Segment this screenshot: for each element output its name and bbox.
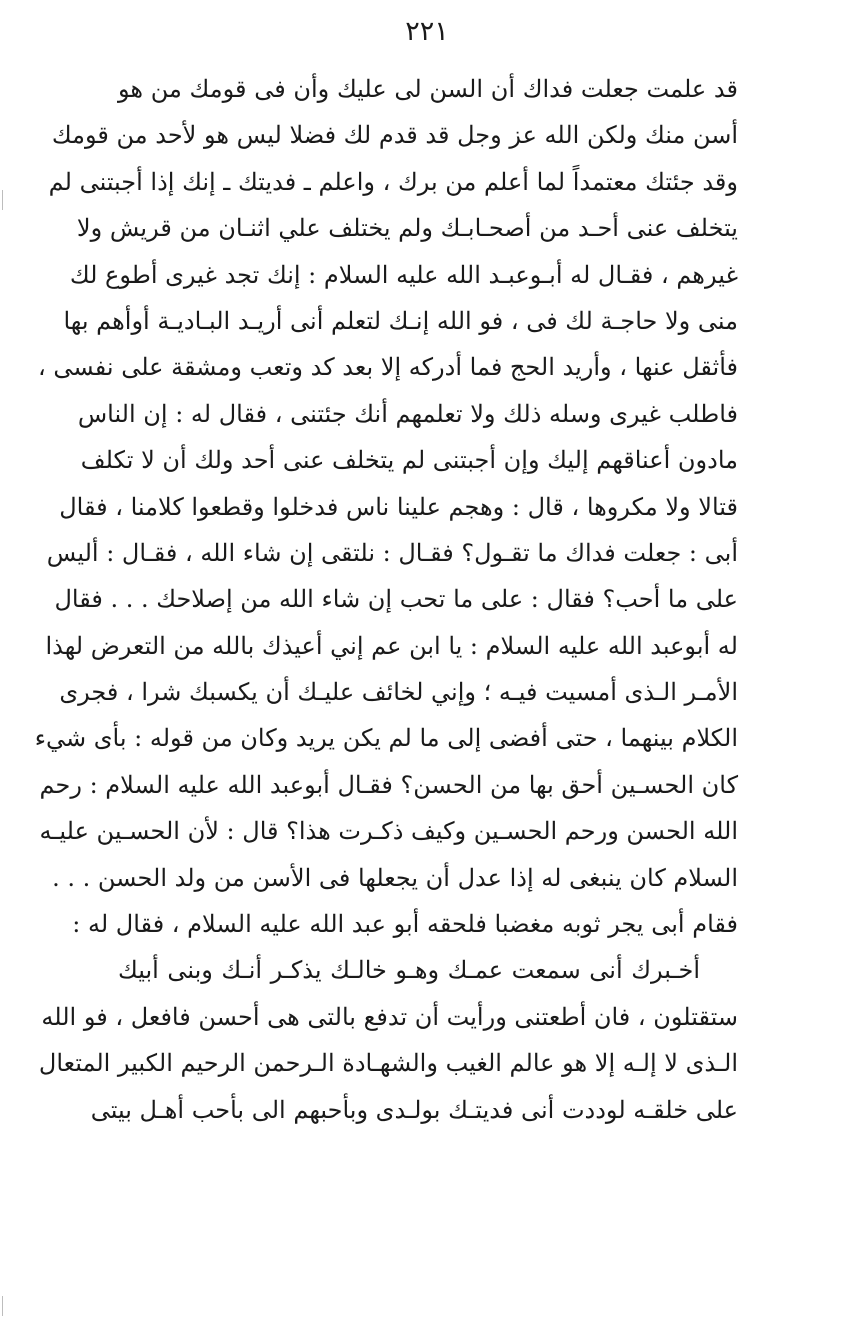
scan-edge-mark	[2, 190, 3, 210]
text-line: كان الحسـين أحق بها من الحسن؟ فقـال أبوعبد الله عليه السلام : رحم	[39, 770, 738, 799]
text-line: الله الحسن ورحم الحسـين وكيف ذكـرت هذا؟ قال : لأن الحسـين عليـه	[39, 817, 738, 846]
text-line: الـذى لا إلـه إلا هو عالم الغيب والشهـادة الـرحمن الرحيم الكبير المتعال	[38, 1049, 738, 1078]
text-line: الكلام بينهما ، حتى أفضى إلى ما لم يكن يريد وكان من قوله : بأى شيء	[34, 724, 738, 753]
scan-edge-mark	[2, 1296, 3, 1316]
text-line: فقام أبى يجر ثوبه مغضبا فلحقه أبو عبد الله عليه السلام ، فقال له :	[72, 910, 738, 939]
text-line: قتالا ولا مكروها ، قال : وهجم علينا ناس فدخلوا وقطعوا كلامنا ، فقال	[59, 492, 738, 521]
text-line: أبى : جعلت فداك ما تقـول؟ فقـال : نلتقى إن شاء الله ، فقـال : أليس	[46, 538, 738, 567]
text-line: أخـبرك أنى سمعت عمـك وهـو خالـك يذكـر أنـك وبنى أبيك	[118, 956, 700, 985]
text-line: غيرهم ، فقـال له أبـوعبـد الله عليه السلام : إنك تجد غيرى أطوع لك	[69, 260, 738, 289]
page-number: ٢٢١	[405, 16, 449, 47]
text-line: فأثقل عنها ، وأريد الحج فما أدركه إلا بعد كد وتعب ومشقة على نفسى ،	[37, 353, 738, 382]
page-body-text	[34, 66, 738, 1133]
text-line: يتخلف عنى أحـد من أصحـابـك ولم يختلف علي اثنـان من قريش ولا	[76, 214, 738, 243]
text-line: على ما أحب؟ فقال : على ما تحب إن شاء الله من إصلاحك . . . فقال	[54, 585, 738, 614]
text-line: أسن منك ولكن الله عز وجل قد قدم لك فضلا ليس هو لأحد من قومك	[51, 121, 738, 150]
text-line: قد علمت جعلت فداك أن السن لى عليك وأن فى قومك من هو	[118, 75, 738, 103]
text-line: منى ولا حاجـة لك فى ، فو الله إنـك لتعلم أنى أريـد البـاديـة أوأهم بها	[63, 306, 738, 335]
text-line: على خلقـه لوددت أنى فديتـك بولـدى وبأحبهم الى بأحب أهـل بيتى	[90, 1095, 738, 1124]
text-line: السلام كان ينبغى له إذا عدل أن يجعلها فى الأسن من ولد الحسن . . .	[52, 863, 738, 892]
text-line: فاطلب غيرى وسله ذلك ولا تعلمهم أنك جئتنى ، فقال له : إن الناس	[77, 399, 738, 428]
text-line: ستقتلون ، فان أطعتنى ورأيت أن تدفع بالتى هى أحسن فافعل ، فو الله	[41, 1002, 738, 1031]
text-line: مادون أعناقهم إليك وإن أجبتنى لم يتخلف عنى أحد ولك أن لا تكلف	[80, 446, 738, 475]
text-line: له أبوعبد الله عليه السلام : يا ابن عم إني أعيذك بالله من التعرض لهذا	[45, 631, 738, 660]
text-line: الأمـر الـذى أمسيت فيـه ؛ وإني لخائف عليـك أن يكسبك شرا ، فجرى	[59, 678, 738, 707]
text-line: وقد جئتك معتمداً لما أعلم من برك ، واعلم ـ فديتك ـ إنك إذا أجبتنى لم	[48, 167, 738, 196]
